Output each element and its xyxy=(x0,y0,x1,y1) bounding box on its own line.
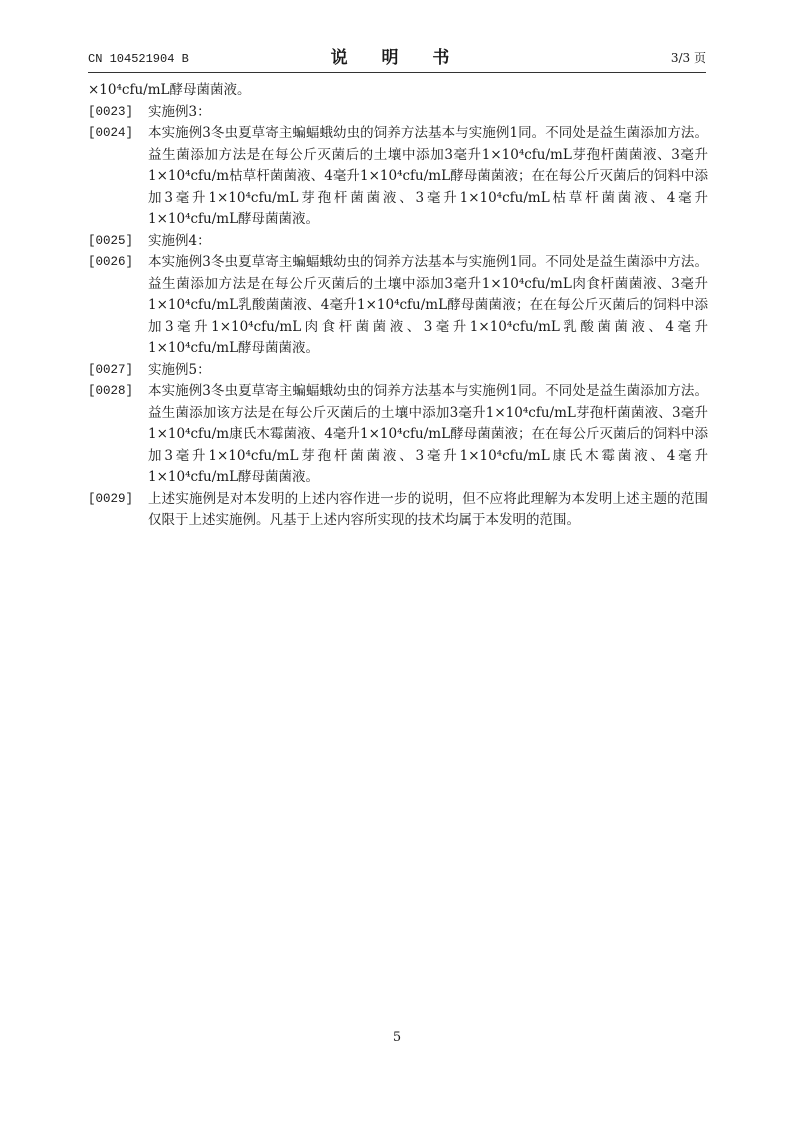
paragraph-text: ×10⁴cfu/mL酵母菌菌液。 xyxy=(88,82,251,98)
page-number: 5 xyxy=(392,1030,402,1045)
paragraph-0025 xyxy=(88,231,708,253)
paragraph-text: 上述实施例是对本发明的上述内容作进一步的说明，但不应将此理解为本发明上述主题的范围仅限于上述实施例。凡基于上述内容所实现的技术均属于本发明的范围。 xyxy=(148,490,708,528)
paragraph-number: [0028] xyxy=(88,384,134,398)
paragraph-0028 xyxy=(88,381,708,489)
paragraph-number: [0026] xyxy=(88,255,134,269)
paragraph-0024 xyxy=(88,123,708,231)
paragraph-number: [0027] xyxy=(88,362,134,377)
paragraph-number: [0023] xyxy=(88,104,134,119)
paragraph-0027 xyxy=(88,360,708,382)
header-rule xyxy=(88,72,706,73)
document-title: 说 明 书 xyxy=(330,48,464,68)
paragraph-text: 实施例5： xyxy=(148,361,211,378)
page-indicator: 3/3 页 xyxy=(670,51,706,65)
document-body xyxy=(88,80,708,532)
paragraph-text: 本实施例3冬虫夏草寄主蝙蝠蛾幼虫的饲养方法基本与实施例1同。不同处是益生菌添加方法。益生菌添加方法是在每公斤灭菌后的土壤中添加3毫升1×10⁴cfu/mL芽孢杆菌菌液、3毫升1×10⁴cfu/m枯草杆菌菌液、4毫升1×10⁴cfu/mL酵母菌菌液；在在每公斤灭菌后的饲料中添加3毫升1×10⁴cfu/mL芽孢杆菌菌液、3毫升1×10⁴cfu/mL枯草杆菌菌液、4毫升1×10⁴cfu/mL酵母菌菌液。 xyxy=(148,125,708,227)
paragraph-0026 xyxy=(88,252,708,360)
page-header xyxy=(88,44,706,72)
paragraph-continuation xyxy=(88,80,708,102)
paragraph-number: [0024] xyxy=(88,126,134,140)
paragraph-0023 xyxy=(88,102,708,124)
paragraph-number: [0025] xyxy=(88,233,134,248)
paragraph-text: 本实施例3冬虫夏草寄主蝙蝠蛾幼虫的饲养方法基本与实施例1同。不同处是益生菌添加方法。益生菌添加该方法是在每公斤灭菌后的土壤中添加3毫升1×10⁴cfu/mL芽孢杆菌菌液、3毫升1×10⁴cfu/m康氏木霉菌液、4毫升1×10⁴cfu/mL酵母菌菌液；在在每公斤灭菌后的饲料中添加3毫升1×10⁴cfu/mL芽孢杆菌菌液、3毫升1×10⁴cfu/mL康氏木霉菌液、4毫升1×10⁴cfu/mL酵母菌菌液。 xyxy=(148,383,708,485)
paragraph-number: [0029] xyxy=(88,491,134,506)
paragraph-text: 实施例3： xyxy=(148,103,211,120)
paragraph-text: 实施例4： xyxy=(148,232,211,249)
paragraph-text: 本实施例3冬虫夏草寄主蝙蝠蛾幼虫的饲养方法基本与实施例1同。不同处是益生菌添中方法。益生菌添加方法是在每公斤灭菌后的土壤中添加3毫升1×10⁴cfu/mL肉食杆菌菌液、3毫升1×10⁴cfu/mL乳酸菌菌液、4毫升1×10⁴cfu/mL酵母菌菌液；在在每公斤灭菌后的饲料中添加3毫升1×10⁴cfu/mL肉食杆菌菌液、3毫升1×10⁴cfu/mL乳酸菌菌液、4毫升1×10⁴cfu/mL酵母菌菌液。 xyxy=(148,254,708,356)
patent-number: CN 104521904 B xyxy=(88,52,189,66)
paragraph-0029 xyxy=(88,489,708,532)
